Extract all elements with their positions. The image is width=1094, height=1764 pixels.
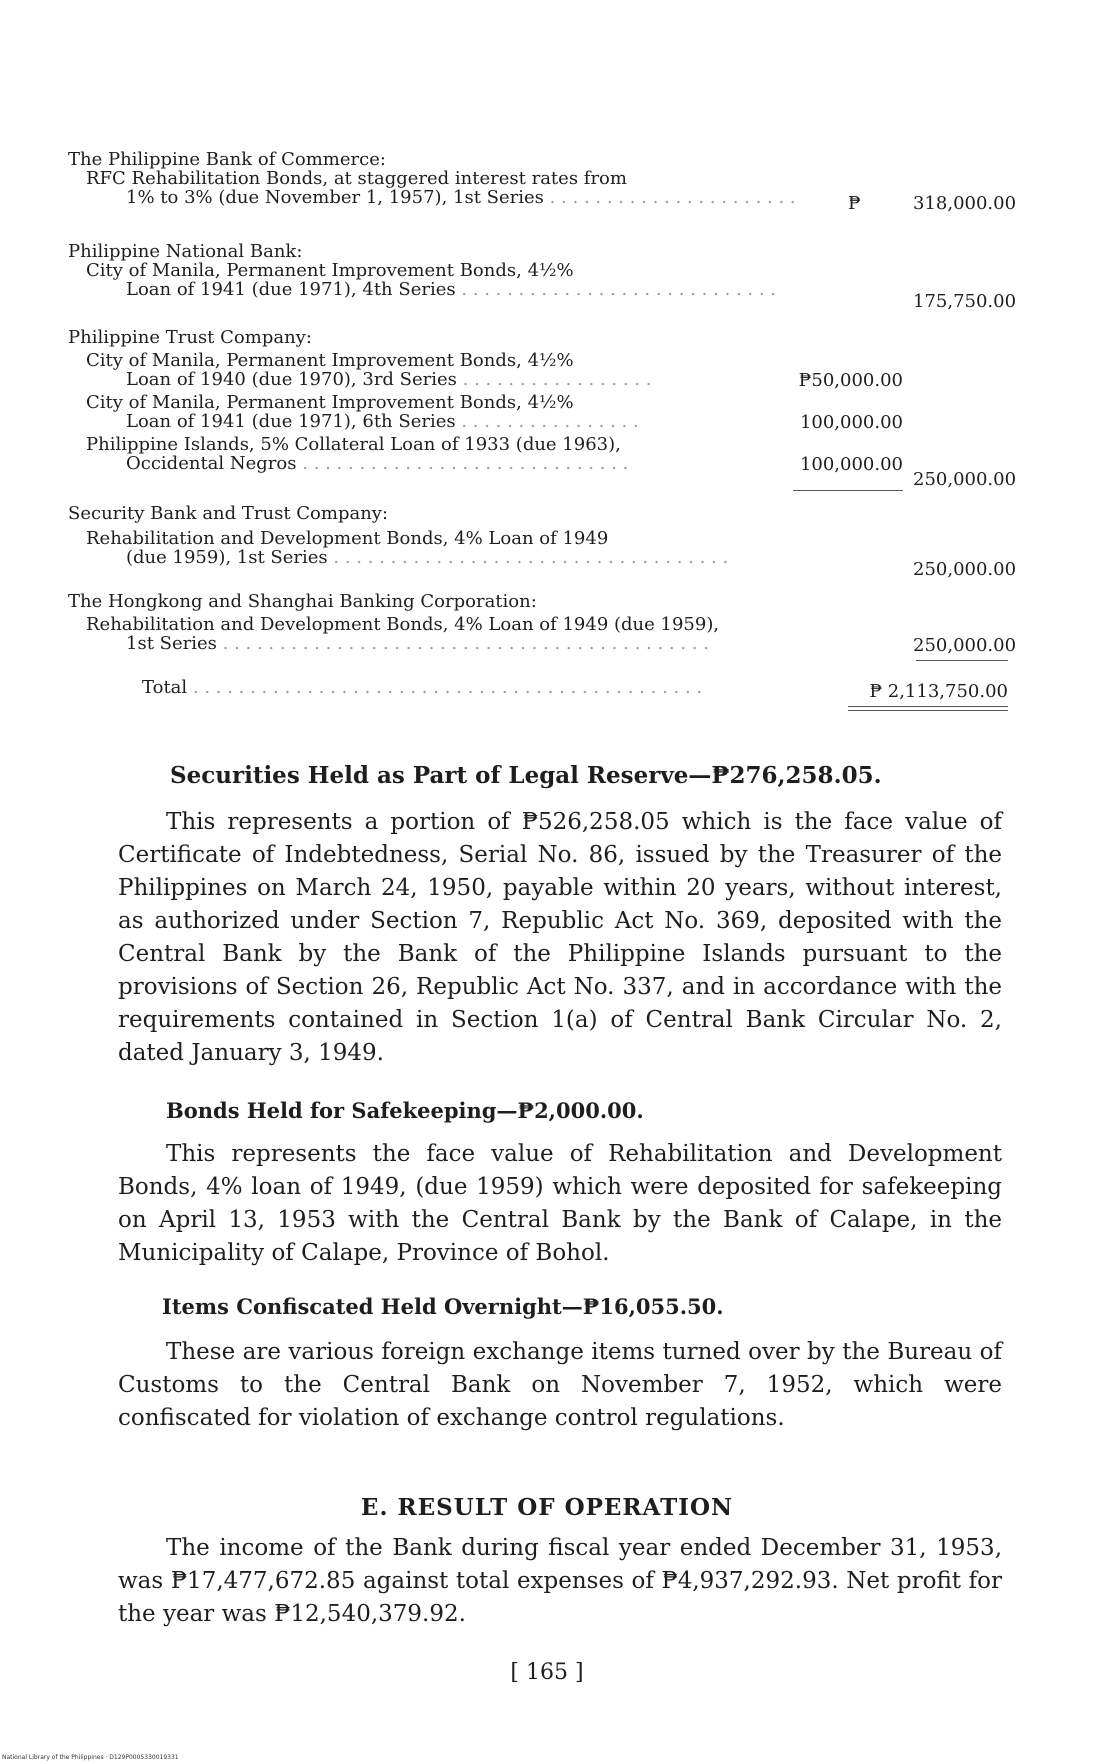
- group-total: 175,750.00: [913, 291, 1017, 312]
- item-line: City of Manila, Permanent Improvement Bonds, 4½%: [86, 350, 574, 371]
- scan-footnote: National Library of the Philippines · D129P0005330019331: [2, 1754, 179, 1761]
- item-line: 1st Series: [126, 633, 217, 654]
- group-title: Philippine National Bank:: [68, 241, 303, 262]
- group-title: The Hongkong and Shanghai Banking Corporation:: [68, 591, 537, 612]
- result-paragraph: The income of the Bank during fiscal year ended December 31, 1953, was ₱17,477,672.85 against total expenses of ₱4,937,292.93. Net profit for the year was ₱12,540,379.92.: [118, 1535, 1002, 1627]
- section-safekeeping: [166, 1098, 1002, 1123]
- item-line: Occidental Negros: [126, 453, 297, 474]
- total-label: Total: [142, 677, 188, 698]
- section-safekeeping-body: [118, 1138, 1002, 1270]
- section-paragraph: This represents the face value of Rehabilitation and Development Bonds, 4% loan of 1949, (due 1959) which were deposited for safekeeping on April 13, 1953 with the Central Bank by the Bank of Calape, in the Municipality of Calape, Province of Bohol.: [118, 1141, 1002, 1266]
- double-rule-top: [848, 706, 1008, 707]
- item-line: Loan of 1940 (due 1970), 3rd Series: [126, 369, 457, 390]
- section-heading: Bonds Held for Safekeeping—₱2,000.00.: [166, 1098, 644, 1123]
- item-line: RFC Rehabilitation Bonds, at staggered interest rates from: [86, 168, 627, 189]
- grand-total: ₱ 2,113,750.00: [869, 681, 1008, 702]
- page-number: [ 165 ]: [510, 1660, 584, 1685]
- group-title: Philippine Trust Company:: [68, 327, 312, 348]
- ledger-group-bank-of-commerce: [68, 149, 1017, 242]
- ledger-grand-total-row: Total . . . . . . . . . . . . . . . . . . . . . . . . . . . . . . . . . . . . . . . . . . . . . ₱ 2,113,750.00: [68, 674, 1008, 724]
- section-paragraph: These are various foreign exchange items turned over by the Bureau of Customs to the Central Bank on November 7, 1952, which were confiscated for violation of exchange control regulations.: [118, 1339, 1002, 1431]
- item-line: 1% to 3% (due November 1, 1957), 1st Series: [126, 187, 544, 208]
- group-title: Security Bank and Trust Company:: [68, 503, 389, 524]
- group-total: 318,000.00: [913, 193, 1017, 214]
- item-amount: 100,000.00: [799, 454, 903, 475]
- ledger-item: RFC Rehabilitation Bonds, at staggered interest rates from 1% to 3% (due November 1, 1957), 1st Series . . . . . . . . . . . . . . . . . . . . . .: [86, 168, 796, 208]
- group-total: 250,000.00: [913, 635, 1017, 656]
- section-legal-reserve: [170, 762, 1002, 789]
- ledger-group-hongkong-shanghai: [68, 591, 1017, 674]
- item-line: Rehabilitation and Development Bonds, 4% Loan of 1949 (due 1959),: [86, 614, 720, 635]
- item-line: City of Manila, Permanent Improvement Bonds, 4½%: [86, 392, 574, 413]
- section-heading: Securities Held as Part of Legal Reserve—₱276,258.05.: [170, 762, 882, 789]
- ledger-group-philippine-trust-company: [68, 327, 1017, 504]
- ledger-item: City of Manila, Permanent Improvement Bonds, 4½% Loan of 1941 (due 1971), 6th Series . . . . . . . . . . . . . . . . 100,000.00: [86, 392, 903, 433]
- item-line: Philippine Islands, 5% Collateral Loan of 1933 (due 1963),: [86, 434, 621, 455]
- item-line: Loan of 1941 (due 1971), 6th Series: [126, 411, 456, 432]
- item-line: Loan of 1941 (due 1971), 4th Series: [126, 279, 456, 300]
- subtotal-rule: [793, 490, 903, 491]
- result-heading: E. RESULT OF OPERATION: [360, 1494, 734, 1521]
- group-total: 250,000.00: [913, 559, 1017, 580]
- item-line: (due 1959), 1st Series: [126, 547, 328, 568]
- section-confiscated-items: [162, 1294, 1002, 1319]
- item-amount: ₱50,000.00: [798, 370, 903, 391]
- ledger-item: Rehabilitation and Development Bonds, 4% Loan of 1949 (due 1959), 1st Series . . . . . . . . . . . . . . . . . . . . . . . . . . . . . . . . . . .: [86, 528, 729, 568]
- bond-holdings-ledger: [68, 149, 1017, 724]
- section-legal-reserve-body: [118, 806, 1002, 1070]
- ledger-group-security-bank: [68, 503, 1017, 592]
- section-heading: Items Confiscated Held Overnight—₱16,055.50.: [162, 1294, 724, 1319]
- peso-sign: ₱: [848, 193, 861, 214]
- item-line: City of Manila, Permanent Improvement Bonds, 4½%: [86, 260, 574, 281]
- group-title: The Philippine Bank of Commerce:: [68, 149, 386, 170]
- result-body: [118, 1532, 1002, 1631]
- section-paragraph: This represents a portion of ₱526,258.05 which is the face value of Certificate of Indebtedness, Serial No. 86, issued by the Treasurer of the Philippines on March 24, 1950, payable within 20 years, without interest, as authorized under Section 7, Republic Act No. 369, deposited with the Central Bank by the Bank of the Philippine Islands pursuant to the provisions of Section 26, Republic Act No. 337, and in accordance with the requirements contained in Section 1(a) of Central Bank Circular No. 2, dated January 3, 1949.: [118, 809, 1002, 1066]
- ledger-item: City of Manila, Permanent Improvement Bonds, 4½% Loan of 1941 (due 1971), 4th Series . . . . . . . . . . . . . . . . . . . . . . . . . . . .: [86, 260, 777, 300]
- double-rule-bottom: [848, 710, 1008, 711]
- section-confiscated-items-body: [118, 1336, 1002, 1435]
- ledger-group-philippine-national-bank: [68, 241, 1017, 328]
- ledger-item: Philippine Islands, 5% Collateral Loan of 1933 (due 1963), Occidental Negros . . . . . . . . . . . . . . . . . . . . . . . . . . . . . 100,000.00: [86, 434, 903, 475]
- total-rule: [916, 660, 1008, 661]
- ledger-item: Rehabilitation and Development Bonds, 4% Loan of 1949 (due 1959), 1st Series . . . . . . . . . . . . . . . . . . . . . . . . . . . . . . . . . . . . . . . . . . .: [86, 614, 720, 654]
- item-amount: 100,000.00: [799, 412, 903, 433]
- group-total: 250,000.00: [913, 469, 1017, 490]
- ledger-item: City of Manila, Permanent Improvement Bonds, 4½% Loan of 1940 (due 1970), 3rd Series . . . . . . . . . . . . . . . . . ₱50,000.00: [86, 350, 903, 391]
- item-line: Rehabilitation and Development Bonds, 4% Loan of 1949: [86, 528, 609, 549]
